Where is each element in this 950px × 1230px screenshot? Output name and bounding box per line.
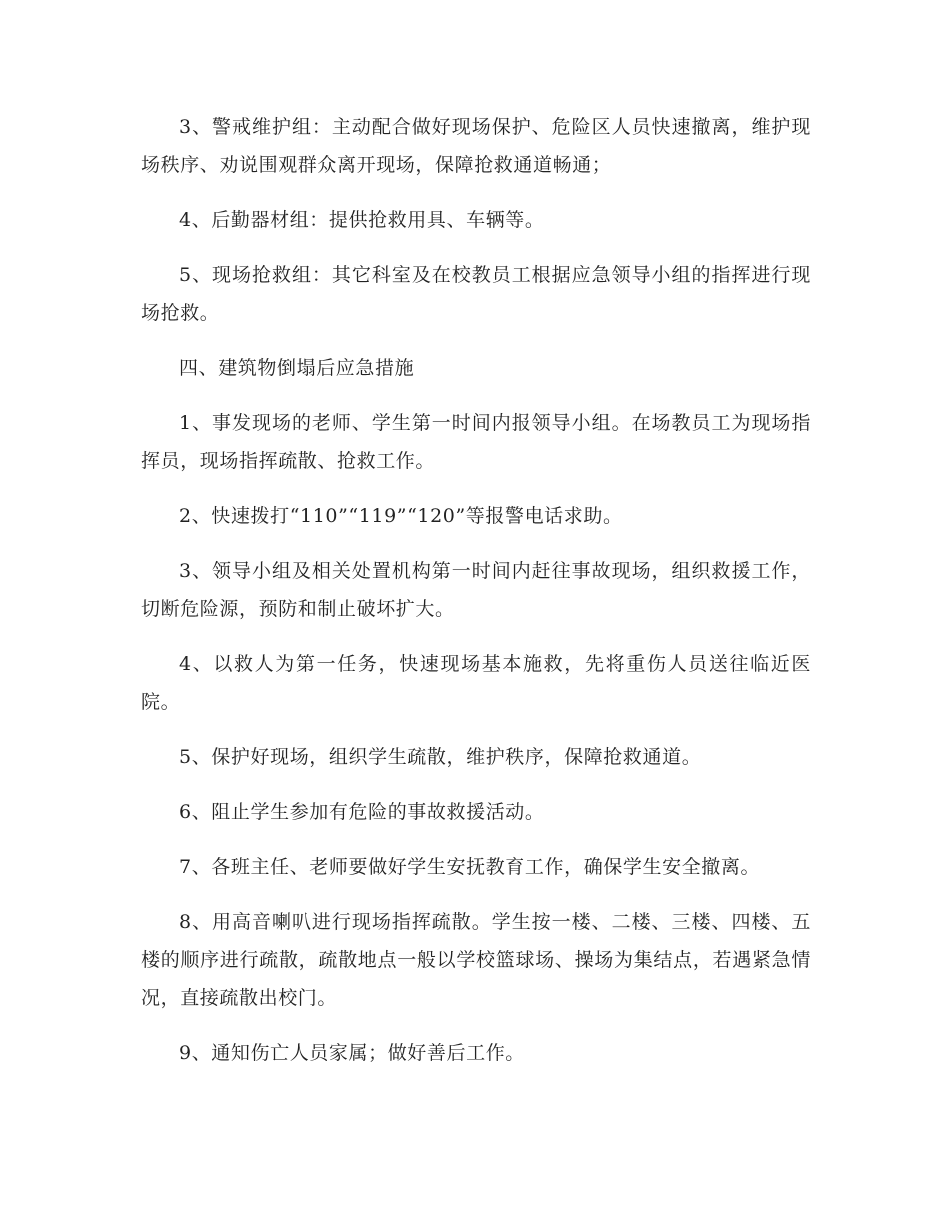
paragraph-step-4: 4、以救人为第一任务，快速现场基本施救，先将重伤人员送往临近医院。 xyxy=(141,653,811,713)
paragraph-step-1: 1、事发现场的老师、学生第一时间内报领导小组。在场教员工为现场指挥员，现场指挥疏散、抢救工作。 xyxy=(141,412,811,472)
document-body xyxy=(141,108,811,1089)
paragraph-rescue-group: 5、现场抢救组：其它科室及在校教员工根据应急领导小组的指挥进行现场抢救。 xyxy=(141,264,811,324)
paragraph-step-2: 2、快速拨打“110”“119”“120”等报警电话求助。 xyxy=(179,505,623,527)
section-heading: 四、建筑物倒塌后应急措施 xyxy=(179,357,415,379)
paragraph-step-9: 9、通知伤亡人员家属；做好善后工作。 xyxy=(179,1042,525,1064)
paragraph-step-5: 5、保护好现场，组织学生疏散，维护秩序，保障抢救通道。 xyxy=(179,746,702,768)
paragraph-step-6: 6、阻止学生参加有危险的事故救援活动。 xyxy=(179,801,545,823)
paragraph-step-3: 3、领导小组及相关处置机构第一时间内赶往事故现场，组织救援工作，切断危险源，预防和制止破坏扩大。 xyxy=(141,560,811,620)
paragraph-step-8: 8、用高音喇叭进行现场指挥疏散。学生按一楼、二楼、三楼、四楼、五楼的顺序进行疏散，疏散地点一般以学校篮球场、操场为集结点，若遇紧急情况，直接疏散出校门。 xyxy=(141,911,811,1009)
paragraph-logistics-group: 4、后勤器材组：提供抢救用具、车辆等。 xyxy=(179,209,545,231)
paragraph-warning-group: 3、警戒维护组：主动配合做好现场保护、危险区人员快速撤离，维护现场秩序、劝说围观群众离开现场，保障抢救通道畅通； xyxy=(141,116,811,176)
paragraph-step-7: 7、各班主任、老师要做好学生安抚教育工作，确保学生安全撤离。 xyxy=(179,856,761,878)
